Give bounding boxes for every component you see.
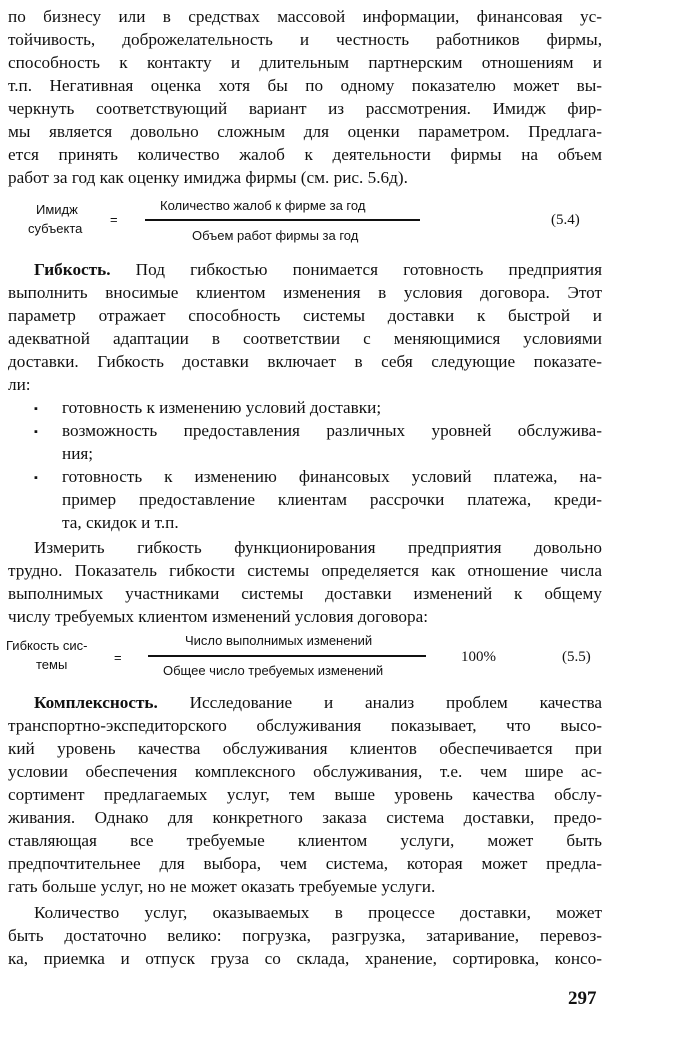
formula-percent: 100% — [461, 649, 496, 665]
text-line: работ за год как оценку имиджа фирмы (см. рис. 5.6д). — [8, 168, 408, 187]
bullet-square-icon: ▪ — [34, 403, 38, 415]
bullet-item: возможность предоставления различных уровней обслужива- — [62, 421, 602, 440]
fraction-bar — [145, 219, 420, 221]
text-line: ется принять количество жалоб к деятельности фирмы на объем — [8, 145, 602, 164]
text-line: кий уровень качества обслуживания клиентов обеспечивается при — [8, 739, 602, 758]
text-line: числу требуемых клиентом изменений условия договора: — [8, 607, 428, 626]
formula-numerator: Количество жалоб к фирме за год — [160, 198, 366, 213]
bullet-square-icon: ▪ — [34, 472, 38, 484]
text-line: параметр отражает способность системы доставки к быстрой и — [8, 306, 602, 325]
text-line: сортимент предлагаемых услуг, тем выше уровень качества обслу- — [8, 785, 602, 804]
text-line: выполнимых участниками системы доставки изменений к общему — [8, 584, 602, 603]
formula-numerator: Число выполнимых изменений — [185, 633, 373, 648]
text-line: предпочтительнее для выбора, чем система, которая может предла- — [8, 854, 602, 873]
formula-lhs-line2: субъекта — [28, 221, 83, 236]
bullet-item-cont: ния; — [62, 444, 94, 463]
text-line: т.п. Негативная оценка хотя бы по одному показателю может вы- — [8, 76, 602, 95]
text-line: живания. Однако для конкретного заказа система доставки, предо- — [8, 808, 602, 827]
fraction-bar — [148, 655, 426, 657]
flex-text: Под гибкостью понимается готовность предприятия — [110, 260, 602, 279]
text-line: тойчивость, доброжелательность и честность работников фирмы, — [8, 30, 602, 49]
text-line — [34, 259, 602, 281]
formula-lhs-line2: темы — [36, 657, 68, 672]
bullet-item: готовность к изменению финансовых условий платежа, на- — [62, 467, 602, 486]
text-line: трудно. Показатель гибкости системы определяется как отношение числа — [8, 561, 602, 580]
text-line: ли: — [8, 375, 31, 394]
text-line: быть достаточно велико: погрузка, разгрузка, затаривание, перевоз- — [8, 926, 602, 945]
bullet-square-icon: ▪ — [34, 426, 38, 438]
text-line: адекватной адаптации в соответствии с меняющимися условиями — [8, 329, 602, 348]
text-line: условии обеспечения комплексного обслуживания, т.е. чем шире ас- — [8, 762, 602, 781]
text-line: Количество услуг, оказываемых в процессе доставки, может — [34, 903, 602, 922]
bullet-item-cont: та, скидок и т.п. — [62, 513, 179, 532]
formula-lhs-line1: Гибкость сис- — [6, 638, 88, 653]
text-line: Измерить гибкость функционирования предприятия довольно — [34, 538, 602, 557]
formula-equals: = — [110, 212, 118, 227]
page-number: 297 — [568, 988, 597, 1009]
flex-heading: Гибкость. — [34, 260, 111, 279]
text-line: по бизнесу или в средствах массовой информации, финансовая ус- — [8, 7, 602, 26]
text-line: ка, приемка и отпуск груза со склада, хранение, сортировка, консо- — [8, 949, 602, 968]
equation-number: (5.4) — [551, 212, 580, 228]
text-line: мы является довольно сложным для оценки параметром. Предлага- — [8, 122, 602, 141]
text-line: выполнить вносимые клиентом изменения в условия договора. Этот — [8, 283, 602, 302]
complex-heading: Комплексность. — [34, 693, 158, 712]
text-line: способность к контакту и длительным партнерским отношениям и — [8, 53, 602, 72]
formula-equals: = — [114, 650, 122, 665]
equation-number: (5.5) — [562, 649, 591, 665]
formula-lhs-line1: Имидж — [36, 202, 78, 217]
text-line: транспортно-экспедиторского обслуживания показывает, что высо- — [8, 716, 602, 735]
text-line: черкнуть соответствующий вариант из рассмотрения. Имидж фир- — [8, 99, 602, 118]
text-line — [34, 692, 602, 714]
text-line: доставки. Гибкость доставки включает в себя следующие показате- — [8, 352, 602, 371]
complex-text: Исследование и анализ проблем качества — [157, 693, 602, 712]
formula-denominator: Общее число требуемых изменений — [163, 663, 384, 678]
bullet-item: готовность к изменению условий доставки; — [62, 398, 382, 417]
formula-denominator: Объем работ фирмы за год — [192, 228, 359, 243]
text-line: гать больше услуг, но не может оказать требуемые услуги. — [8, 877, 436, 896]
bullet-item-cont: пример предоставление клиентам рассрочки платежа, креди- — [62, 490, 602, 509]
text-line: ставляющая все требуемые клиентом услуги, может быть — [8, 831, 602, 850]
